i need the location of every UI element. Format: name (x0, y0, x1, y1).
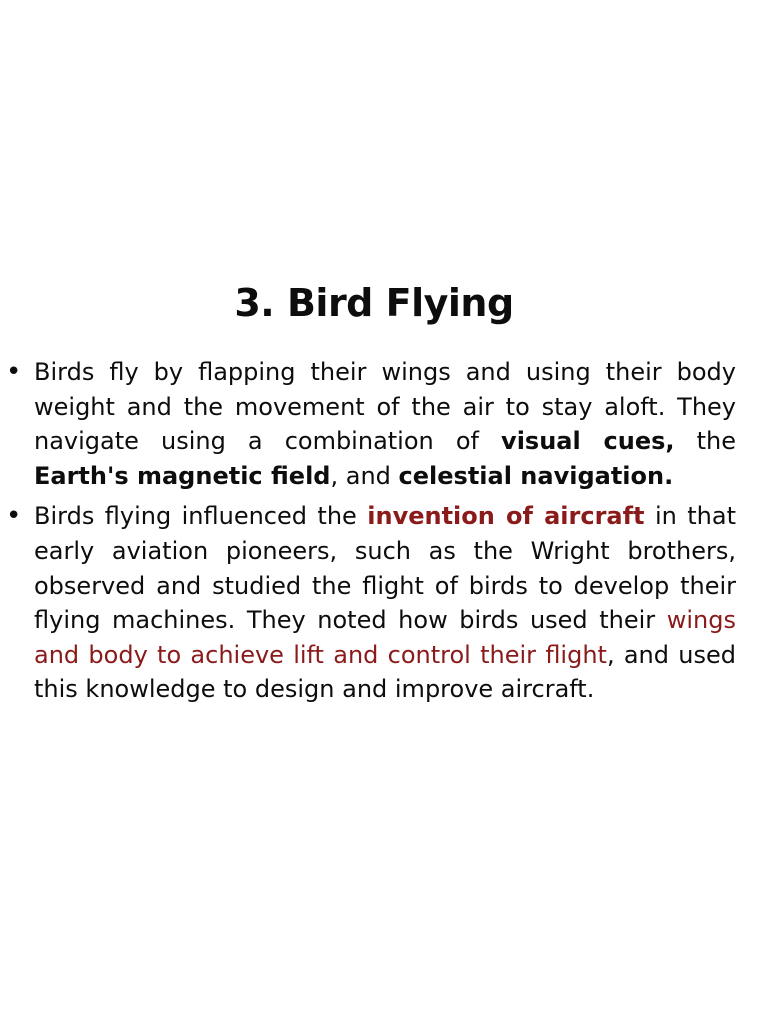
slide-title: 3. Bird Flying (234, 281, 514, 325)
text-run: in that early aviation pioneers, such as the Wright brothers, observed and studied the flight of birds to develop their flying machines. They noted how birds used their (34, 502, 737, 635)
bullet-icon: • (6, 357, 22, 387)
bold-text-visual-cues: visual cues, (501, 427, 675, 456)
bold-text-celestial-navigation: celestial navigation. (398, 461, 674, 490)
text-run: Birds flying influenced the (34, 502, 368, 531)
text-run: , and (330, 461, 399, 490)
text-run: Birds fly by flapping their wings and using their body weight and the movement of the air to stay aloft. They navigate using a combination of (34, 358, 736, 456)
bullet-text (34, 499, 736, 707)
bullet-icon: • (6, 501, 22, 532)
bullet-point (0, 355, 768, 493)
text-run: , and used this knowledge to design and improve aircraft. (34, 640, 736, 704)
highlight-invention-of-aircraft: invention of aircraft (367, 502, 645, 531)
text-run: the (674, 427, 736, 456)
bullet-point (0, 499, 768, 707)
bold-text-magnetic-field: Earth's magnetic field (34, 461, 331, 490)
bullet-text (34, 355, 736, 493)
highlight-wings-and-body: wings and body to achieve lift and control their flight (34, 606, 736, 669)
slide-body (0, 355, 768, 772)
